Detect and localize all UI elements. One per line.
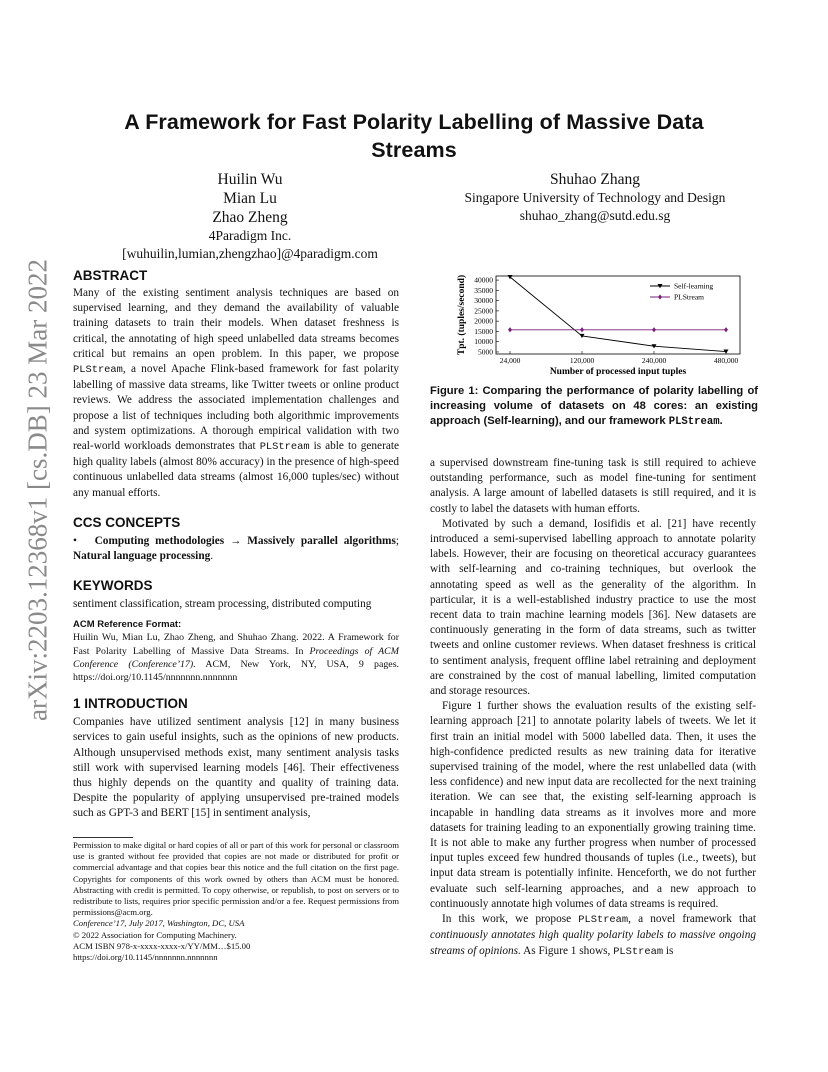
y-tick-label: 10000 [474,337,493,347]
paragraph: Motivated by such a demand, Iosifidis et al. [21] have recently introduced a semi-supervised labelling approach to annotate polarity labels. However, their are focusing on theoretical accuracy guarantees with self-learning and co-training techniques, but overlook the annotating speed as well as the generality of the algorithm. In particular, it is a well-established industry practice to use the most recent data to train machine learning models [36]. New datasets are continuously generating in the form of data streams, such as twitter tweets and online customer reviews. When dataset freshness is critical to sentiment analysis, frequent offline label retraining and deployment are constrained by the cost of manual labelling, limited computation and storage resources. [430,517,756,698]
x-tick-label: 480,000 [713,356,739,365]
legend-marker [658,294,662,299]
y-tick-label: 30000 [474,296,493,306]
arxiv-stamp [18,259,58,721]
x-tick-label: 120,000 [569,356,595,365]
permission-notice: Permission to make digital or hard copies of all or part of this work for personal or classroom use is granted without fee provided that copies are not made or distributed for profit or commercial advantage and that copies bear this notice and the full citation on the first page. Copyrights for components of this work owned by others than ACM must be honored. Abstracting with credit is permitted. To copy otherwise, or republish, to post on servers or to redistribute to lists, requires prior specific permission and/or a fee. Request permissions from permissions@acm.org. [73,840,399,918]
acm-ref-text: Huilin Wu, Mian Lu, Zhao Zheng, and Shuhao Zhang. 2022. A Framework for Fast Polarity Labelling of Massive Data Streams. In Proceedings of ACM Conference (Conference’17). ACM, New York, NY, USA, 9 pages. https://doi.org/10.1145/nnnnnnn.nnnnnnn [73,632,400,684]
data-point [724,327,728,332]
arxiv-id: arXiv:2203.12368v1 [cs.DB] 23 Mar 2022 [22,259,53,721]
authors-left [100,170,400,263]
acm-ref-heading: ACM Reference Format: [73,619,182,631]
data-point [652,327,656,332]
author-affiliation: 4Paradigm Inc. [208,228,292,243]
throughput-chart [440,268,750,378]
paragraph: Figure 1 further shows the evaluation results of the existing self-learning approach [21] to annotate polarity labels of tweets. We let it first train an initial model with 5000 labelled data. Then, it uses the high-confidence predicted results as new training data for iterative supervised training of the model, where the rest unlabelled data (with less confidence) and new input data are recollected for the next training iteration. We can see that, the existing self-learning approach is incapable in handling data streams as it involves more and more datasets for training leading to an exponentially growing training time. It is not able to make any further progress when number of processed input tuples exceed few hundred thousands of tuples (i.e., tweets), but input data stream is potentially infinite. Henceforth, we do not further evaluate such self-learning approaches, and a new approach to continuously annotate high volumes of data streams is required. [430,700,756,910]
footnote [73,840,399,963]
author-name: Shuhao Zhang [550,171,640,188]
abstract-heading: ABSTRACT [73,268,148,283]
ccs-text: • Computing methodologies → Massively parallel algorithms; Natural language processing. [73,534,399,563]
keywords-text: sentiment classification, stream processing, distributed computing [73,598,372,611]
left-column [73,268,399,822]
y-tick-label: 15000 [474,326,493,336]
isbn: ACM ISBN 978-x-xxxx-xxxx-x/YY/MM…$15.00 [73,940,251,951]
x-tick-label: 24,000 [499,356,521,365]
y-tick-label: 25000 [474,306,493,316]
author-name: Huilin Wu [217,171,283,188]
keywords-heading: KEYWORDS [73,578,153,594]
author-name: Mian Lu [223,190,277,207]
x-tick-label: 240,000 [641,356,667,365]
figure-caption: Figure 1: Comparing the performance of polarity labelling of increasing volume of datasets on 48 cores: an existing approach (Self-learning), and our framework PLStream. [430,385,758,428]
author-email: [wuhuilin,lumian,zhengzhao]@4paradigm.com [122,246,378,261]
y-tick-label: 5000 [478,347,493,357]
y-tick-label: 20000 [474,316,493,326]
x-axis-label: Number of processed input tuples [549,367,687,377]
paper-title: A Framework for Fast Polarity Labelling of Massive Data Streams [124,110,704,162]
y-tick-label: 40000 [474,275,493,285]
data-point [508,327,512,332]
ccs-heading: CCS CONCEPTS [73,514,181,530]
author-email: shuhao_zhang@sutd.edu.sg [519,208,671,223]
intro-heading: 1 INTRODUCTION [73,696,188,712]
author-name: Zhao Zheng [212,209,288,226]
footnote-divider [73,837,133,838]
paragraph: a supervised downstream fine-tuning task is still required to achieve outstanding performance, such as model fine-tuning for sentiment analysis. A large amount of labelled datasets is still required, and it is costly to label the datasets with human efforts. [430,457,756,515]
copyright: © 2022 Association for Computing Machinery. [73,929,237,940]
right-column [430,456,756,960]
legend-label: PLStream [674,292,704,302]
y-tick-label: 35000 [474,285,493,295]
legend-label: Self-learning [674,281,714,291]
y-axis-label: Tpt. (tuples/second) [457,274,467,356]
abstract-text: Many of the existing sentiment analysis techniques are based on supervised learning, and they demand the availability of valuable training datasets to train their models. When dataset freshness is critical, the annotating of high speed unlabelled data streams becomes critical but remains an open problem. In this paper, we propose PLStream, a novel Apache Flink-based framework for fast polarity labelling of massive data streams, like Twitter tweets or online product reviews. We address the associated implementation challenges and propose a list of techniques including both algorithmic improvements and system optimizations. A thorough empirical validation with two real-world workloads demonstrates that PLStream is able to generate high quality labels (almost 80% accuracy) in the presence of high-speed continuous unlabelled data streams (almost 16,000 tuples/sec) without any manual efforts. [73,287,399,499]
intro-paragraph: Companies have utilized sentiment analysis [12] in many business services to gain useful insights, such as the opinions of new products. Although unsupervised methods exist, many sentiment analysis tasks still work with supervised learning models [46]. Their effectiveness thus highly depends on the quantity and quality of training data. Despite the popularity of applying unsupervised pre-trained models such as GPT-3 and BERT [15] in sentiment analysis, [73,716,399,820]
paragraph: In this work, we propose PLStream, a novel framework that continuously annotates high quality polarity labels to massive ongoing streams of opinions. As Figure 1 shows, PLStream is [430,913,756,958]
doi: https://doi.org/10.1145/nnnnnnn.nnnnnnn [73,952,218,963]
author-affiliation: Singapore University of Technology and Design [464,190,726,205]
data-point [580,327,584,332]
authors-right [430,170,760,225]
figure-1 [440,268,750,378]
conference-info: Conference’17, July 2017, Washington, DC, USA [73,918,245,929]
